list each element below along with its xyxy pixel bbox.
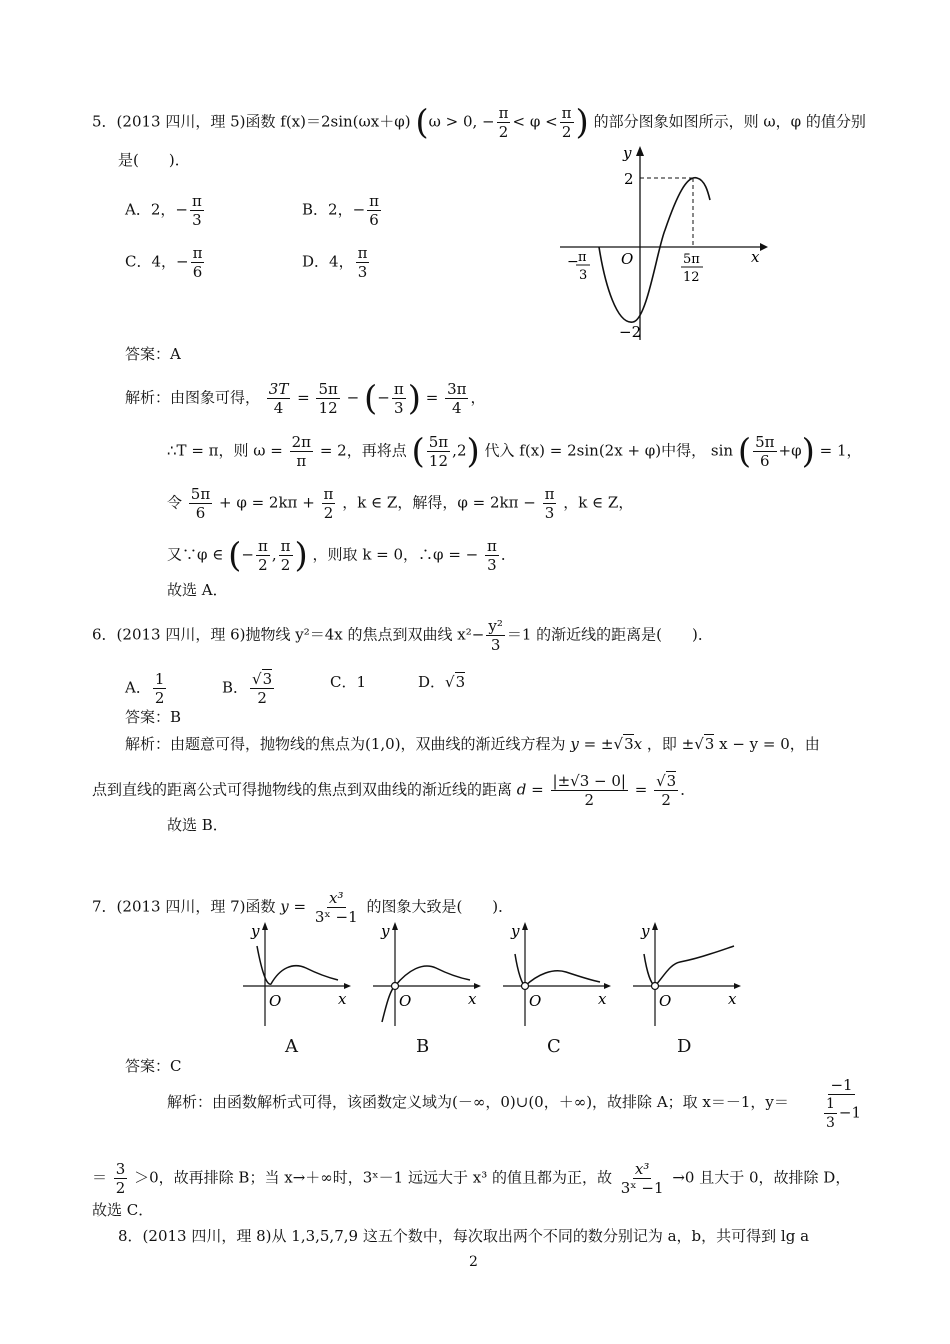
svg-text:y: y [251, 922, 260, 940]
q7-conclusion: 故选 C． [92, 1201, 154, 1219]
q6-conclusion: 故选 B． [167, 816, 228, 834]
svg-text:O: O [399, 992, 412, 1010]
q6-option-b: B． $\frac{√3}{2}$ [222, 670, 273, 707]
q7-label-b: B [416, 1036, 430, 1057]
q5-solution-3: 令 $\frac{5\pi}{6}$ + φ = 2kπ + $\frac{\pi}{2}$ ，k ∈ Z，解得，φ = 2kπ − $\frac{\pi}{3}$ ，k ∈ Z， [167, 485, 634, 522]
q5-option-a: A．2，− $\frac{\pi}{3}$ [125, 192, 202, 229]
q7-label-d: D [677, 1036, 692, 1057]
q7-stem: 7．(2013 四川，理 7)函数 y = $\frac{\text{x³}}{\text{3ˣ −1}}$ 的图象大致是( )． [92, 889, 514, 926]
svg-text:x: x [598, 990, 607, 1008]
q6-option-a: A． $\frac{1}{2}$ [125, 670, 165, 707]
q5-solution-2: ∴T = π，则 ω = $\frac{2\pi}{\pi}$ = 2，再将点 ( $\frac{5\pi}{12}$ ,2) 代入 f(x) = 2sin(2x + φ)中得， sin ( $\frac{5\pi}{6}$ +φ) = 1， [167, 431, 862, 472]
svg-text:x: x [338, 990, 347, 1008]
q6-answer: 答案：B [125, 708, 182, 726]
svg-text:5π: 5π [683, 252, 700, 267]
graph-y-label: y [623, 144, 632, 162]
q5-stem: 5．(2013 四川，理 5)函数 f(x)＝2sin(ωx＋φ) (ω > 0, − $\frac{\pi}{2}$ < φ < $\frac{\pi}{2}$ ) 的部分图象如图所示，则 ω，φ 的值分别 [92, 102, 866, 143]
q5-option-b: B．2，− $\frac{\pi}{6}$ [302, 192, 379, 229]
svg-text:O: O [269, 992, 282, 1010]
q5-conclusion: 故选 A． [167, 581, 228, 599]
q5-sine-graph [555, 140, 775, 345]
q7-graph-c [498, 918, 618, 1030]
q5-solution-1: 解析：由图象可得， $\frac{3T}{4}$ = $\frac{5\pi}{12}$ − (− $\frac{\pi}{3}$ ) = $\frac{3\pi}{4}$ ， [125, 378, 486, 419]
q6-option-c: C．1 [330, 673, 367, 691]
q7-graph-b [368, 918, 488, 1030]
svg-text:3: 3 [579, 268, 588, 283]
page-number: 2 [469, 1254, 478, 1270]
q5-option-c: C．4，− $\frac{\pi}{6}$ [125, 244, 203, 281]
q7-graph-d [628, 918, 748, 1030]
svg-text:12: 12 [683, 270, 700, 285]
svg-text:x: x [468, 990, 477, 1008]
graph-min-label: −2 [619, 323, 642, 341]
svg-text:π: π [578, 250, 587, 265]
q5-option-d: D．4， $\frac{\pi}{3}$ [302, 244, 368, 281]
q7-solution-2: ＝ $\frac{3}{2}$ ＞0，故再排除 B；当 x→＋∞时，3ˣ－1 远远大于 x³ 的值且都为正，故 $\frac{\text{x³}}{\text{3ˣ −1}}$ →0 且大于 0，故排除 D， [92, 1160, 851, 1197]
svg-text:y: y [641, 922, 650, 940]
graph-max-label: 2 [624, 170, 634, 188]
svg-text:O: O [659, 992, 672, 1010]
q6-solution-2: 点到直线的距离公式可得抛物线的焦点到双曲线的渐近线的距离 d = $\frac{|\pm√3 - 0|}{2}$ = $\frac{√3}{2}$ ． [92, 772, 696, 809]
svg-text:y: y [381, 922, 390, 940]
graph-origin: O [621, 250, 634, 268]
q6-option-d: D．√3 [418, 673, 466, 691]
q7-sample-value: −1 $\frac{1}{3}$ −1 [826, 1076, 862, 1131]
svg-text:y: y [511, 922, 520, 940]
q5-answer: 答案：A [125, 345, 181, 363]
graph-x-label: x [751, 248, 760, 266]
q7-label-c: C [547, 1036, 561, 1057]
q7-answer: 答案：C [125, 1057, 182, 1075]
q5-solution-4: 又∵φ ∈ (− $\frac{\pi}{2}$ , $\frac{\pi}{2}$ ) ，则取 k = 0，∴φ = − $\frac{\pi}{3}$ ． [167, 535, 516, 576]
q5-stem-2: 是( )． [118, 151, 190, 169]
svg-text:O: O [529, 992, 542, 1010]
svg-text:−: − [567, 254, 579, 270]
q7-graph-a [238, 918, 358, 1030]
q7-label-a: A [285, 1036, 298, 1057]
q6-solution-1: 解析：由题意可得，抛物线的焦点为(1,0)，双曲线的渐近线方程为 y = ±√3x ，即 ±√3 x − y = 0，由 [125, 735, 820, 753]
svg-text:x: x [728, 990, 737, 1008]
q6-stem: 6．(2013 四川，理 6)抛物线 y²＝4x 的焦点到双曲线 x²− $\frac{\text{y²}}{3}$ ＝1 的渐近线的距离是( )． [92, 617, 713, 654]
q8-stem: 8．(2013 四川，理 8)从 1,3,5,7,9 这五个数中，每次取出两个不同的数分别记为 a，b，共可得到 lg a [118, 1227, 810, 1245]
q7-solution-1: 解析：由函数解析式可得，该函数定义域为(－∞，0)∪(0，＋∞)，故排除 A；取 x＝－1，y＝ [167, 1093, 789, 1111]
